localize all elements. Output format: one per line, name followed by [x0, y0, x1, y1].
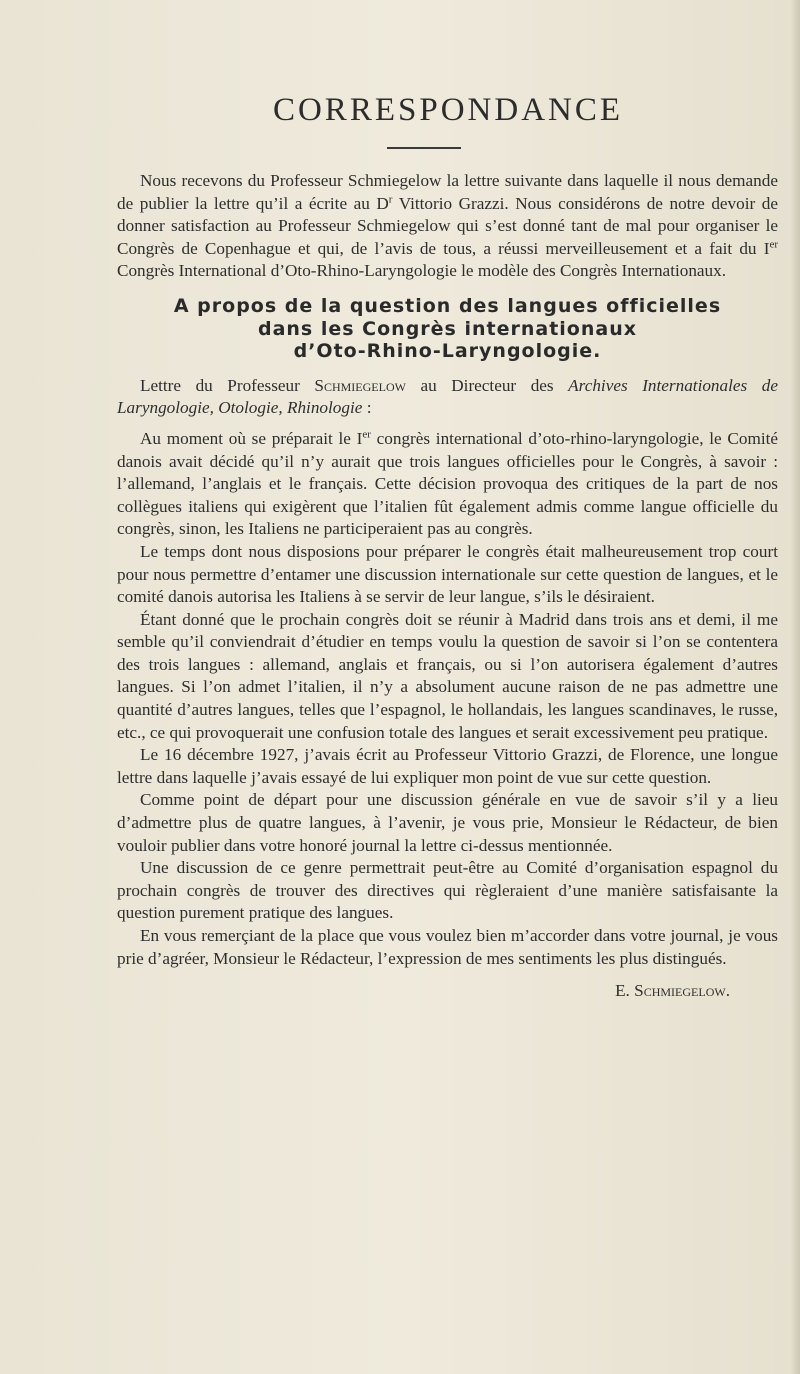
letter-intro-middle: au Directeur des — [405, 375, 569, 395]
article-heading-line-3: d’Oto-Rhino-Laryngologie. — [293, 340, 602, 363]
letter-p1-text-1: Au moment où se préparait le I — [140, 428, 363, 448]
signature-initial: E. — [615, 981, 635, 1001]
title-rule — [387, 147, 461, 149]
letter-paragraph-7: En vous remerçiant de la place que vous voulez bien m’accorder dans votre journal, je vous prie d’agréer, Monsieur le Rédacteur, l’expression de mes sentiments les plus distingués. — [117, 926, 778, 968]
intro-text-1: Nous recevons du Professeur Schmiegelow la lettre suivante dans laquelle il nous demande de publier la lettre qu’il a écrite au D — [117, 171, 778, 213]
intro-text-2: Vittorio Grazzi. Nous considérons de notre devoir de donner satisfaction au Professeur Schmiegelow qui s’est donné tant de mal pour organiser le Congrès de Copenhague et qui, de l’avis de tous, a réussi merveilleusement et a fait du I — [117, 193, 778, 258]
article-heading-line-2: dans les Congrès internationaux — [257, 317, 637, 340]
letter-paragraph-3: Étant donné que le prochain congrès doit se réunir à Madrid dans trois ans et demi, il me semble qu’il conviendrait d’étudier en temps voulu la question de savoir si l’on se contentera des trois langues : allemand, anglais et français, ou si l’on autorisera également d’autres langues. Si l’on admet l’italien, il n’y a absolument aucune raison de ne pas admettre une quantité d’autres langues, telles que l’espagnol, le hollandais, les langues scandinaves, le russe, etc., ce qui provoquerait une confusion totale des langues et serait excessivement peu pratique. — [117, 609, 778, 742]
letter-paragraph-6: Une discussion de ce genre permettrait peut-être au Comité d’organisation espagnol du prochain congrès de trouver des directives qui règleraient d’une manière satisfaisante la question purement pratique des langues. — [117, 858, 778, 923]
article-heading — [117, 295, 778, 363]
signature-name: Schmiegelow. — [634, 981, 730, 1001]
letter-intro-prefix: Lettre du Professeur — [140, 375, 315, 395]
letter-intro — [117, 375, 778, 420]
letter-p1-sup: er — [362, 428, 371, 441]
signature — [117, 980, 778, 1003]
intro-text-3: Congrès International d’Oto-Rhino-Laryngologie le modèle des Congrès Internationaux. — [117, 261, 727, 281]
letter-paragraph-5: Comme point de départ pour une discussion générale en vue de savoir s’il y a lieu d’admettre plus de quatre langues, à l’avenir, je vous prie, Monsieur le Rédacteur, de bien vouloir publier dans votre honoré journal la lettre ci-dessus mentionnée. — [117, 790, 778, 855]
intro-sup-1: r — [388, 192, 393, 205]
letter-paragraph-1 — [117, 428, 778, 541]
letter-paragraph-4: Le 16 décembre 1927, j’avais écrit au Professeur Vittorio Grazzi, de Florence, une longue lettre dans laquelle j’avais essayé de lui expliquer mon point de vue sur cette question. — [117, 745, 778, 787]
page-edge-shadow — [790, 0, 800, 1374]
letter-paragraph-2: Le temps dont nous disposions pour préparer le congrès était malheureusement trop court pour nous permettre d’entamer une discussion internationale sur cette question de langues, et le comité danois autorisa les Italiens à se servir de leur langue, s’ils le désiraient. — [117, 541, 778, 607]
article-body — [117, 170, 778, 1003]
article-heading-line-1: A propos de la question des langues officielles — [173, 294, 722, 317]
intro-sup-2: er — [769, 238, 778, 251]
letter-intro-suffix: : — [362, 398, 372, 418]
letter-intro-author: Schmiegelow — [314, 375, 406, 395]
intro-paragraph — [117, 170, 778, 283]
letter-p1-text-2: congrès international d’oto-rhino-laryngologie, le Comité danois avait décidé qu’il n’y aurait que trois langues officielles pour le Congrès, à savoir : l’allemand, l’anglais et le français. Cette décision provoqua des critiques de la part de nos collègues italiens qui exigèrent que l’italien fût également admis comme langue officielle du congrès, sinon, les Italiens ne participeraient pas au congrès. — [117, 428, 778, 539]
page-title: CORRESPONDANCE — [272, 92, 624, 128]
letter-intro-journal: Archives Internationales de Laryngologie, Otologie, Rhinologie — [117, 375, 778, 418]
